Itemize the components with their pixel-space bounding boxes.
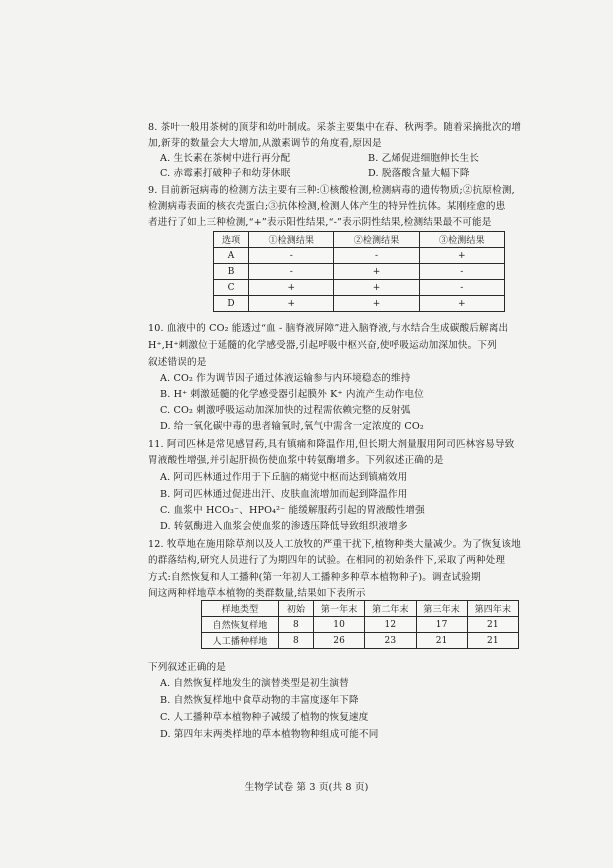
q10-option-b: B. H⁺ 刺激延髓的化学感受器引起膜外 K⁺ 内流产生动作电位 — [160, 389, 424, 400]
table-cell: C — [214, 280, 249, 296]
table-cell: 21 — [467, 617, 518, 633]
table-cell: 10 — [314, 617, 365, 633]
table-header-cell: 初始 — [279, 601, 314, 617]
table-cell: 8 — [279, 617, 314, 633]
q9-stem-line-3: 者进行了如上三种检测,“+”表示阳性结果,“-”表示阴性结果,检测结果最不可能是 — [148, 217, 492, 228]
table-header-cell: 第四年末 — [467, 601, 518, 617]
q12-option-a: A. 自然恢复样地发生的演替类型是初生演替 — [160, 678, 349, 689]
table-cell: - — [334, 248, 419, 264]
table-row — [202, 617, 519, 633]
table-row — [214, 296, 505, 312]
q11-option-d: D. 转氨酶进入血浆会使血浆的渗透压降低导致组织液增多 — [160, 521, 408, 532]
table-cell: - — [419, 264, 504, 280]
q12-stem-line-1: 12. 牧草地在施用除草剂以及人工放牧的严重干扰下,植物种类大量减少。为了恢复该地 — [148, 539, 521, 550]
table-cell: D — [214, 296, 249, 312]
q8-stem-line-1: 8. 茶叶一般用茶树的顶芽和幼叶制成。采茶主要集中在春、秋两季。随着采摘批次的增 — [148, 122, 522, 133]
q11-option-c: C. 血浆中 HCO₃⁻、HPO₄²⁻ 能缓解服药引起的胃液酸性增强 — [160, 505, 425, 516]
q8-option-a: A. 生长素在茶树中进行再分配 — [160, 153, 291, 164]
table-cell: 21 — [416, 633, 467, 649]
table-cell: A — [214, 248, 249, 264]
table-header-cell: ③检测结果 — [419, 232, 504, 248]
q12-option-b: B. 自然恢复样地中食草动物的丰富度逐年下降 — [160, 695, 359, 706]
q11-option-a: A. 阿司匹林通过作用于下丘脑的痛觉中枢而达到镇痛效用 — [160, 472, 408, 483]
table-cell: + — [334, 296, 419, 312]
table-cell: 自然恢复样地 — [202, 617, 279, 633]
table-cell: - — [249, 248, 334, 264]
table-cell: 26 — [314, 633, 365, 649]
table-cell: 21 — [467, 633, 518, 649]
q9-stem-line-1: 9. 目前新冠病毒的检测方法主要有三种:①核酸检测,检测病毒的遗传物质;②抗原检测, — [148, 185, 515, 196]
table-cell: - — [419, 280, 504, 296]
q8-stem-line-2: 加,新芽的数量会大大增加,从激素调节的角度看,原因是 — [148, 138, 382, 149]
q12-option-d: D. 第四年末两类样地的草本植物物种组成可能不同 — [160, 729, 379, 740]
table-header-row — [214, 232, 505, 248]
q12-ask: 下列叙述正确的是 — [148, 662, 226, 673]
q11-stem-line-1: 11. 阿司匹林是常见感冒药,具有镇痛和降温作用,但长期大剂量服用阿司匹林容易导致 — [148, 439, 515, 450]
q11-option-b: B. 阿司匹林通过促进出汗、皮肤血流增加而起到降温作用 — [160, 489, 408, 500]
table-cell: B — [214, 264, 249, 280]
table-cell: 23 — [365, 633, 416, 649]
page-footer: 生物学试卷 第 3 页(共 8 页) — [244, 782, 369, 793]
table-cell: + — [334, 280, 419, 296]
table-cell: - — [249, 264, 334, 280]
q12-stem-line-4: 间这两种样地草本植物的类群数量,结果如下表所示 — [148, 588, 366, 599]
q10-stem-line-2: H⁺,H⁺刺激位于延髓的化学感受器,引起呼吸中枢兴奋,使呼吸运动加深加快。下列 — [148, 340, 497, 351]
table-row — [214, 248, 505, 264]
table-cell: + — [249, 280, 334, 296]
table-header-cell: 样地类型 — [202, 601, 279, 617]
q9-stem-line-2: 检测病毒表面的核衣壳蛋白;③抗体检测,检测人体产生的特异性抗体。某刚痊愈的患 — [148, 201, 506, 212]
table-row — [214, 264, 505, 280]
table-header-row — [202, 601, 519, 617]
table-cell: 8 — [279, 633, 314, 649]
table-cell: 人工播种样地 — [202, 633, 279, 649]
table-row — [202, 633, 519, 649]
table-cell: 17 — [416, 617, 467, 633]
q12-survey-table — [201, 600, 519, 649]
table-cell: + — [419, 296, 504, 312]
table-cell: + — [249, 296, 334, 312]
table-header-cell: 第二年末 — [365, 601, 416, 617]
q8-option-c: C. 赤霉素打破种子和幼芽休眠 — [160, 168, 291, 179]
table-header-cell: ②检测结果 — [334, 232, 419, 248]
q8-option-b: B. 乙烯促进细胞伸长生长 — [368, 153, 480, 164]
table-header-cell: 第一年末 — [314, 601, 365, 617]
table-cell: 12 — [365, 617, 416, 633]
q10-option-d: D. 给一氧化碳中毒的患者输氧时,氧气中需含一定浓度的 CO₂ — [160, 421, 424, 432]
q12-option-c: C. 人工播种草本植物种子减缓了植物的恢复速度 — [160, 712, 369, 723]
q10-stem-line-1: 10. 血液中的 CO₂ 能透过“血 - 脑脊液屏障”进入脑脊液,与水结合生成碳酸后解离出 — [148, 323, 509, 334]
table-header-cell: ①检测结果 — [249, 232, 334, 248]
q12-stem-line-2: 的群落结构,研究人员进行了为期四年的试验。在相同的初始条件下,采取了两种处理 — [148, 555, 506, 566]
q10-stem-line-3: 叙述错误的是 — [148, 357, 207, 368]
q10-option-a: A. CO₂ 作为调节因子通过体液运输参与内环境稳态的维持 — [160, 373, 411, 384]
q9-results-table — [213, 231, 505, 312]
table-row — [214, 280, 505, 296]
table-cell: + — [334, 264, 419, 280]
q12-stem-line-3: 方式:自然恢复和人工播种(第一年初人工播种多种草本植物种子)。调查试验期 — [148, 572, 481, 583]
q8-option-d: D. 脱落酸含量大幅下降 — [368, 168, 470, 179]
table-header-cell: 第三年末 — [416, 601, 467, 617]
table-cell: + — [419, 248, 504, 264]
table-header-cell: 选项 — [214, 232, 249, 248]
q10-option-c: C. CO₂ 刺激呼吸运动加深加快的过程需依赖完整的反射弧 — [160, 405, 411, 416]
q11-stem-line-2: 胃液酸性增强,并引起肝损伤使血浆中转氨酶增多。下列叙述正确的是 — [148, 455, 444, 466]
